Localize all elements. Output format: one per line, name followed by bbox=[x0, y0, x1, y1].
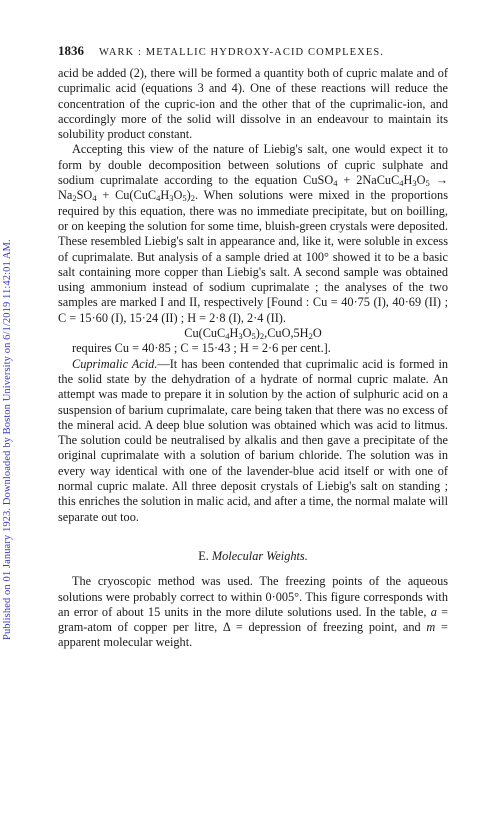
chemical-equation: CuSO$_4$ + $2NaCuC_4H_3O_5 \to Na_2SO_4 + Cu(CuC_4H_3O_5)_2$. bbox=[58, 173, 449, 204]
basic-salt-formula: $Cu(CuC_4H_3O_5)_2,CuO,5H_2O$ bbox=[184, 326, 322, 342]
article-body bbox=[58, 66, 448, 651]
paragraph-liebig-salt bbox=[58, 142, 448, 326]
provenance-text: Published on 01 January 1923. Downloaded by Boston University on 6/1/2019 11:42:01 AM. bbox=[2, 239, 13, 640]
running-title: WARK : METALLIC HYDROXY-ACID COMPLEXES. bbox=[99, 47, 385, 58]
symbol-m: m bbox=[426, 620, 436, 635]
symbol-a: a bbox=[430, 604, 437, 619]
reaction-arrow: → bbox=[429, 173, 449, 188]
run-in-heading: Cuprimalic Acid. bbox=[72, 356, 158, 371]
paragraph-text: —It has been contended that cuprimalic acid is formed in the solid state by the dehydration of a hydrate of normal cupric malate. An attempt was made to prepare it in solution by the action of sulphuric acid on a suspension of barium cuprimalate, care being taken that there was no excess of the mineral acid. A deep blue solution was obtained which was acid to litmus. The solution could be neutralised by alkalis and then gave a precipitate of the original cuprimalate with a solution of barium chloride. The solution was in every way identical with one of the lavender-blue acid itself or with one of normal cupric malate. All three deposit crystals of Liebig's salt on standing ; this enriches the solution in malic acid, and after a time, the normal malate will separate out too. bbox=[58, 356, 449, 524]
paragraph-text: Accepting this view of the nature of Liebig's salt, one would expect it to form by double decomposition between solutions of cupric sulphate and sodium cuprimalate according to the equation bbox=[58, 142, 448, 188]
section-heading bbox=[58, 549, 448, 564]
page-header bbox=[58, 43, 448, 59]
requires-line: requires Cu = 40·85 ; C = 15·43 ; H = 2·6 per cent.]. bbox=[72, 341, 331, 356]
paragraph-cryoscopic-method: The cryoscopic method was used. The freezing points of the aqueous solutions were probably correct to within 0·005°. This figure corresponds with an error of about 15 units in the more dilute solutions used. In the table, a = gram-atom of copper per litre, Δ = depression of freezing point, and m = apparent molecular weight. bbox=[58, 574, 448, 650]
paragraph-text-continued: When solutions were mixed in the proportions required by this equation, there was no immediate precipitate, but on boilling, or on keeping the solution for some time, bluish-green crystals were deposited. These resembled Liebig's salt in appearance and, like it, were soluble in excess of cuprimalate. But analysis of a sample dried at 100° showed it to be a basic salt containing more copper than Liebig's salt. A second sample was obtained using ammonium instead of sodium cuprimalate ; the analyses of the two samples are marked I and II, respectively [Found : Cu = 40·75 (I), 40·69 (II) ; C = 15·60 (I), 15·24 (II) ; H = 2·8 (I), 2·4 (II). bbox=[58, 188, 448, 325]
download-provenance-note bbox=[2, 80, 16, 640]
section-title: Molecular Weights. bbox=[211, 548, 308, 563]
paragraph-cuprimalic-acid bbox=[58, 357, 448, 525]
section-letter: E. bbox=[198, 548, 209, 563]
paragraph-continuation: acid be added (2), there will be formed a quantity both of cupric malate and of cuprimalic acid (equations 3 and 4). One of these reactions will reduce the concentration of the cupric-ion and the other that of the cuprimalic-ion, and accordingly more of the solid will dissolve in an endeavour to maintain its solubility product constant. bbox=[58, 66, 448, 142]
page-number: 1836 bbox=[58, 43, 84, 58]
